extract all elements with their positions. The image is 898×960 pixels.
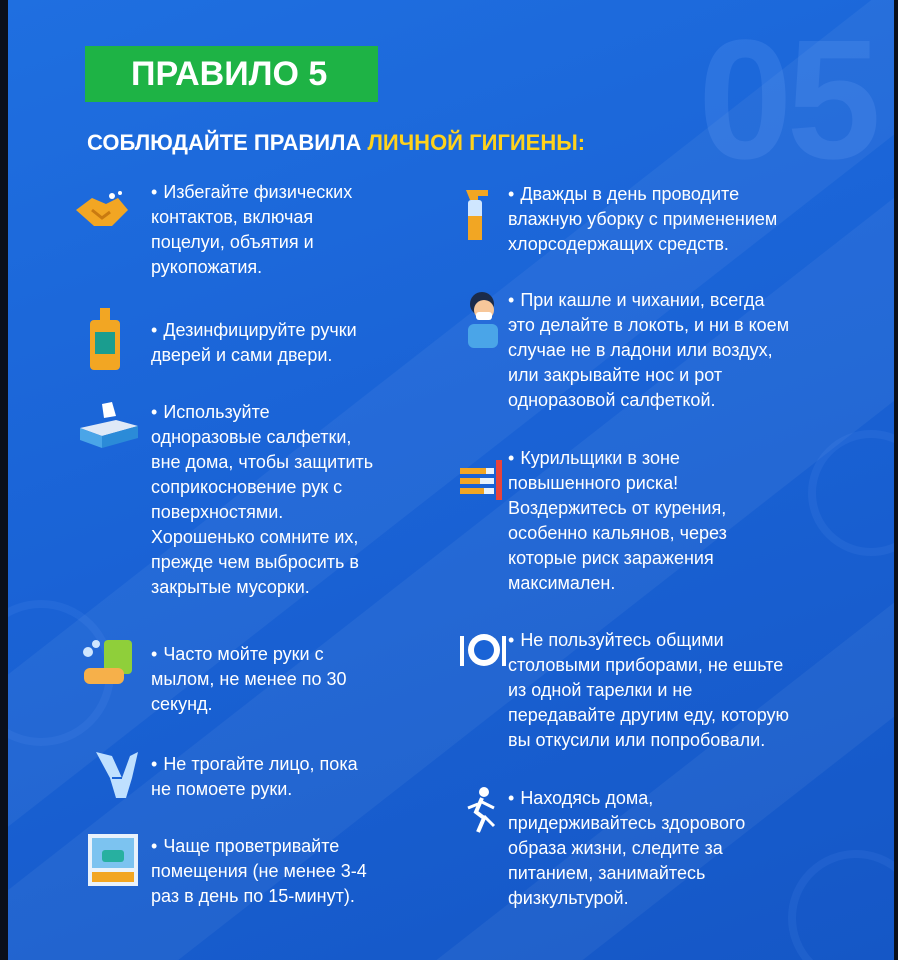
rule-line: одноразовой салфеткой. [508, 390, 716, 410]
rule-line: рукопожатия. [151, 257, 263, 277]
rule-line: При кашле и чихании, всегда [520, 290, 765, 310]
bullet: • [151, 402, 158, 422]
rule-item [508, 446, 727, 596]
rule-item [151, 752, 358, 802]
rule-line: закрытые мусорки. [151, 577, 310, 597]
rule-line: секунд. [151, 694, 213, 714]
rule-item [151, 180, 352, 280]
bullet: • [508, 788, 515, 808]
heading-main: СОБЛЮДАЙТЕ ПРАВИЛА [87, 130, 368, 155]
rule-line: дверей и сами двери. [151, 345, 333, 365]
bullet: • [508, 630, 515, 650]
masked-person-icon [460, 290, 506, 350]
rule-line: влажную уборку с применением [508, 209, 778, 229]
rule-line: Дважды в день проводите [520, 184, 740, 204]
rule-line: поцелуи, объятия и [151, 232, 314, 252]
rule-line: помещения (не менее 3-4 [151, 861, 367, 881]
handshake-icon [72, 188, 132, 234]
cigarettes-icon [456, 456, 506, 502]
rule-line: физкультурой. [508, 888, 629, 908]
rule-line: поверхностями. [151, 502, 284, 522]
rule-line: Не пользуйтесь общими [520, 630, 724, 650]
heading-highlight: ЛИЧНОЙ ГИГИЕНЫ: [367, 130, 586, 155]
soap-bottle-icon [86, 306, 124, 372]
bullet: • [151, 182, 158, 202]
rule-line: образа жизни, следите за [508, 838, 723, 858]
rule-line: это делайте в локоть, и ни в коем [508, 315, 790, 335]
rule-line: из одной тарелки и не [508, 680, 693, 700]
rule-line: раз в день по 15-минут). [151, 886, 355, 906]
rule-line: которые риск заражения [508, 548, 714, 568]
rule-line: или закрывайте нос и рот [508, 365, 723, 385]
rule-line: Не трогайте лицо, пока [163, 754, 358, 774]
hands-washing-icon [92, 748, 140, 804]
rule-line: соприкосновение рук с [151, 477, 343, 497]
spray-bottle-icon [458, 186, 498, 242]
rule-line: мылом, не менее по 30 [151, 669, 347, 689]
virus-decoration-icon [788, 850, 894, 960]
rule-line: Находясь дома, [520, 788, 654, 808]
bullet: • [508, 184, 515, 204]
rule-item [508, 288, 789, 413]
rule-line: особенно кальянов, через [508, 523, 727, 543]
bullet: • [151, 754, 158, 774]
rule-line: придерживайтесь здорового [508, 813, 746, 833]
rule-line: Дезинфицируйте ручки [163, 320, 357, 340]
rule-line: контактов, включая [151, 207, 314, 227]
rule-line: повышенного риска! [508, 473, 679, 493]
rule-line: хлорсодержащих средств. [508, 234, 729, 254]
rule-line: одноразовые салфетки, [151, 427, 352, 447]
bullet: • [151, 644, 158, 664]
rule-item [151, 834, 367, 909]
rule-item [151, 400, 373, 600]
rule-line: прежде чем выбросить в [151, 552, 359, 572]
rule-badge: ПРАВИЛО 5 [85, 46, 378, 102]
bullet: • [151, 320, 158, 340]
bullet: • [508, 448, 515, 468]
window-icon [86, 832, 140, 888]
rule-line: питанием, занимайтесь [508, 863, 706, 883]
running-person-icon [464, 786, 498, 834]
rule-line: столовыми приборами, не ешьте [508, 655, 784, 675]
soap-bar-icon [78, 636, 138, 688]
rule-item [151, 642, 347, 717]
rule-line: случае не в ладони или воздух, [508, 340, 773, 360]
bullet: • [151, 836, 158, 856]
rule-line: Хорошенько сомните их, [151, 527, 359, 547]
bullet: • [508, 290, 515, 310]
rule-item [508, 786, 745, 911]
rule-item [508, 628, 789, 753]
rule-line: Курильщики в зоне [520, 448, 680, 468]
rule-line: максимален. [508, 573, 616, 593]
rule-item [508, 182, 777, 257]
rule-line: Часто мойте руки с [163, 644, 324, 664]
rule-line: Воздержитесь от курения, [508, 498, 727, 518]
background-number: 05 [698, 5, 876, 195]
rule-line: вы откусили или попробовали. [508, 730, 766, 750]
rule-line: Используйте [163, 402, 270, 422]
poster [8, 0, 894, 960]
rule-line: Избегайте физических [163, 182, 353, 202]
rule-line: не помоете руки. [151, 779, 293, 799]
rule-line: Чаще проветривайте [163, 836, 340, 856]
plate-cutlery-icon [458, 630, 508, 670]
rule-line: передавайте другим еду, которую [508, 705, 790, 725]
rule-line: вне дома, чтобы защитить [151, 452, 374, 472]
tissue-box-icon [76, 400, 142, 450]
rule-item [151, 318, 357, 368]
heading [87, 130, 585, 156]
